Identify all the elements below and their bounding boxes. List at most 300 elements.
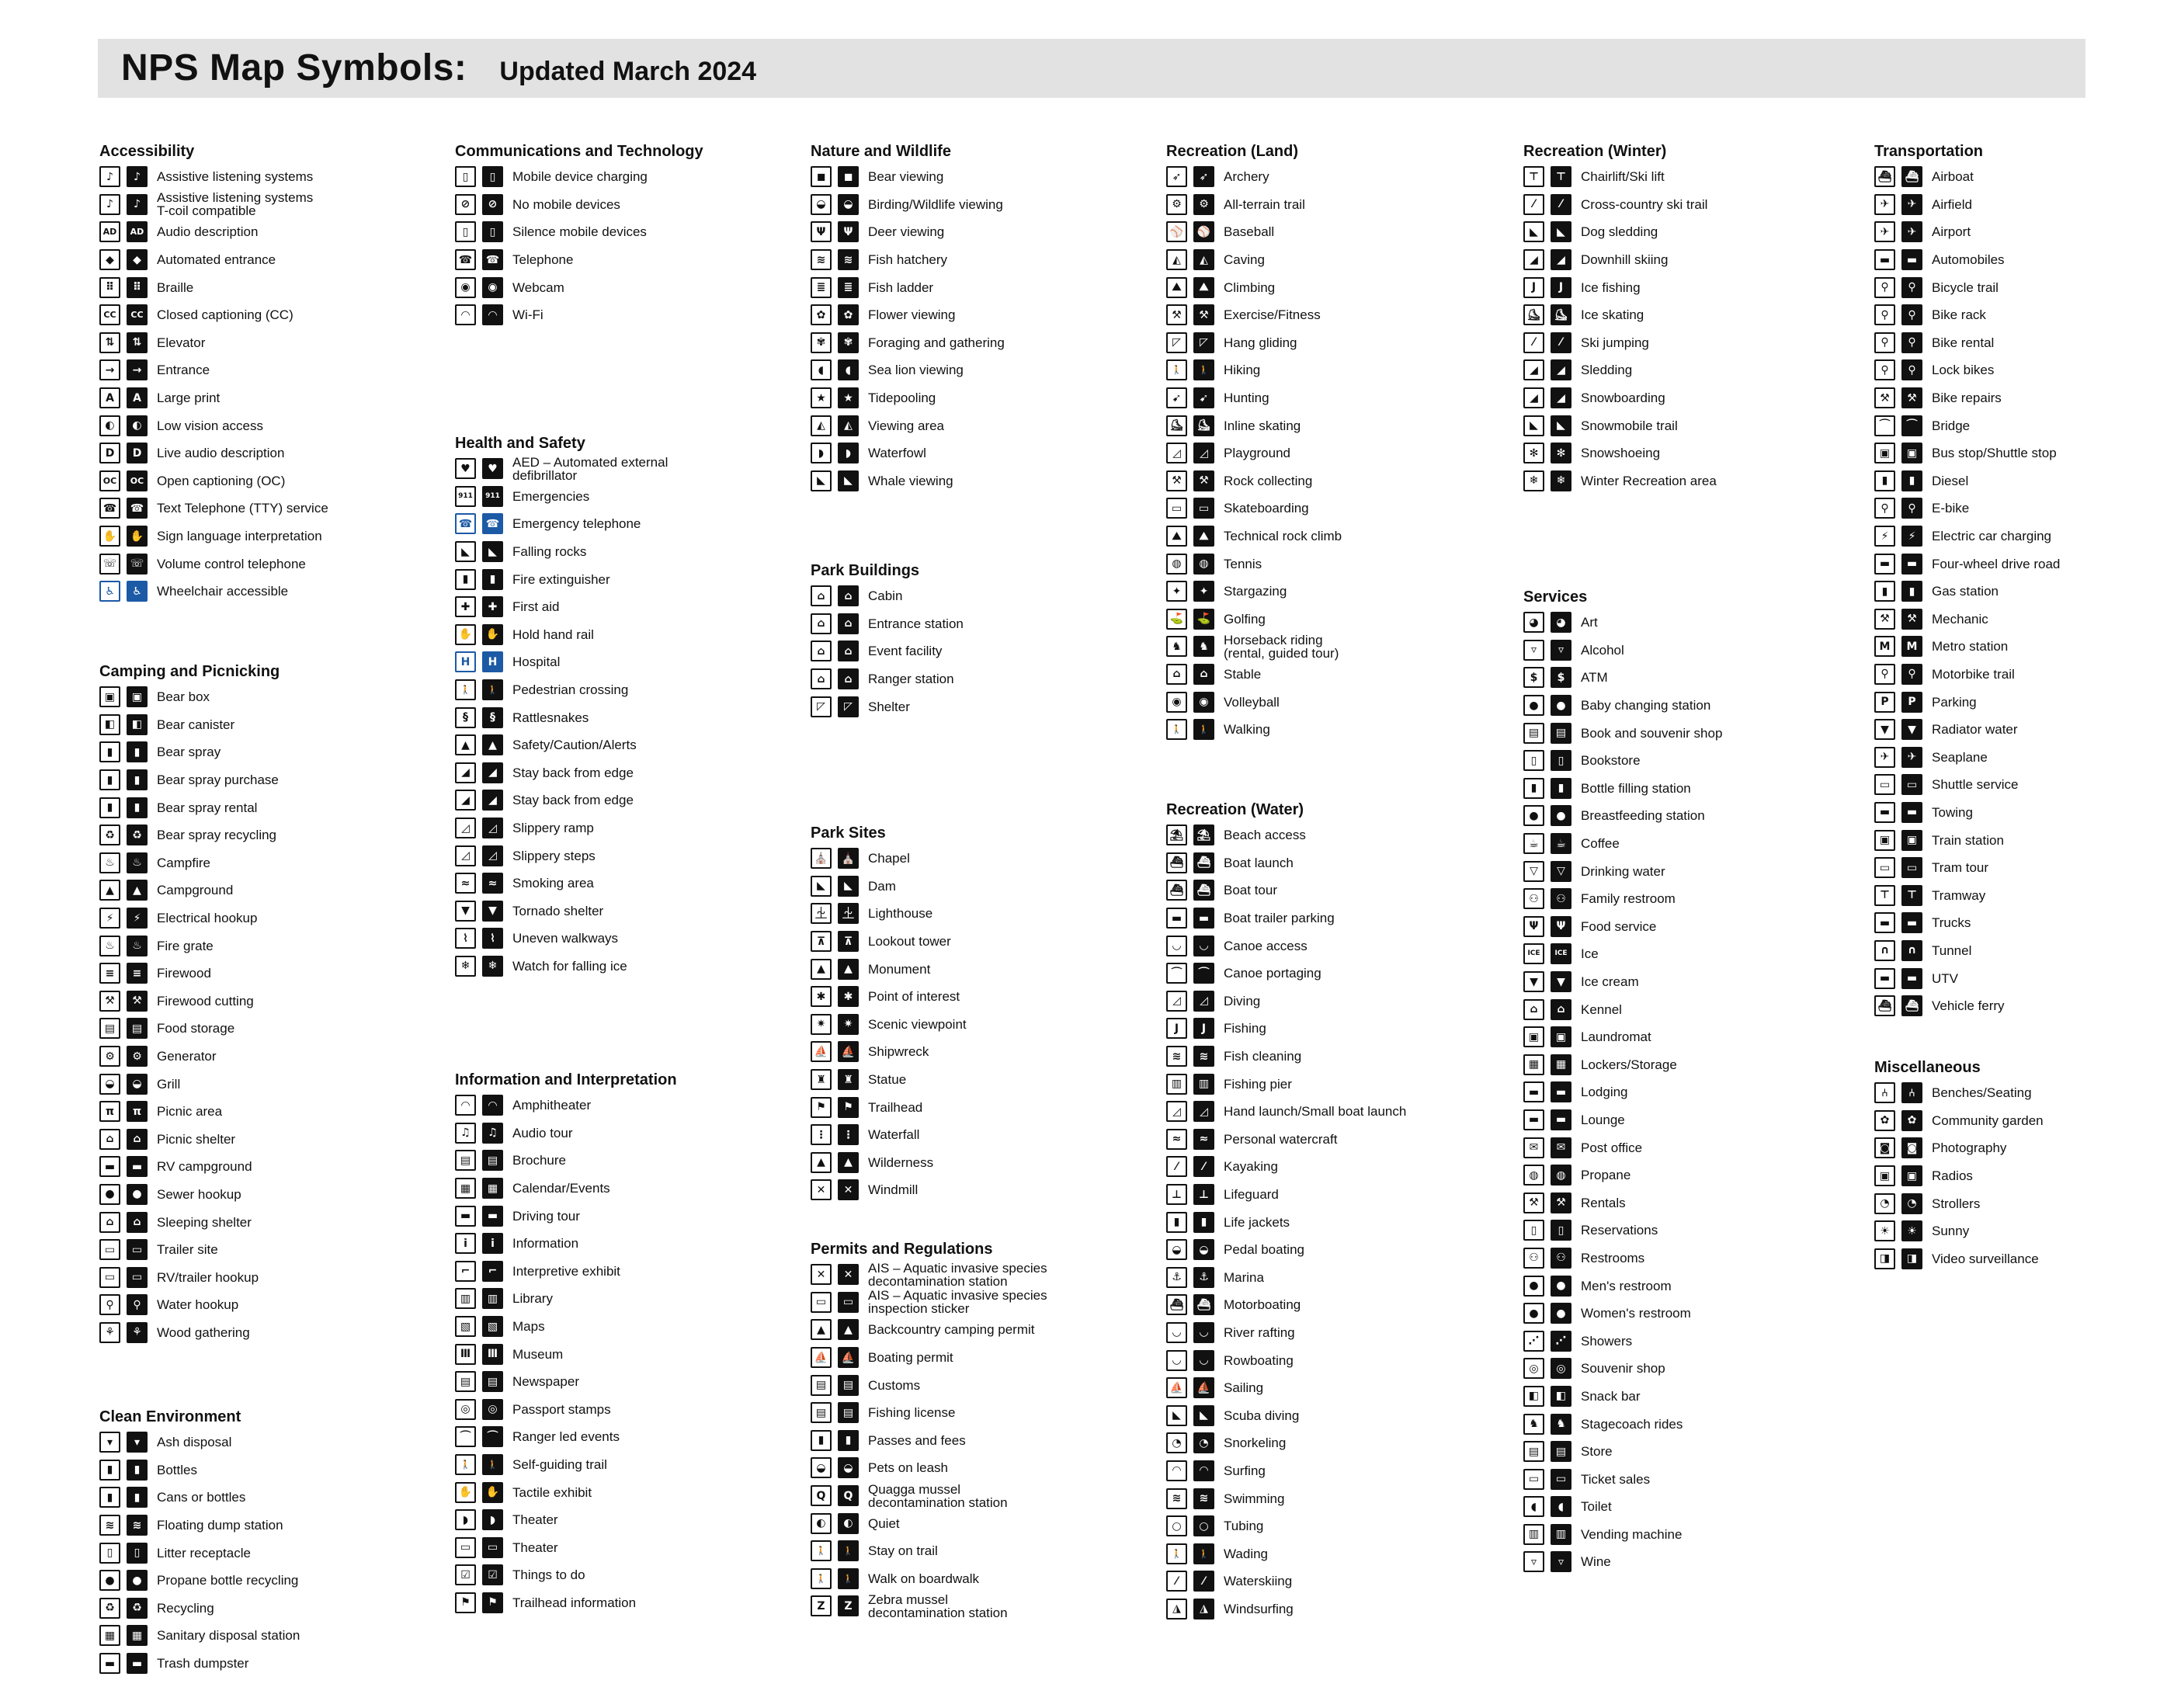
symbol-canoe-portaging-solid-icon: ⌒ (1193, 963, 1214, 984)
symbol-row (811, 845, 1152, 873)
symbol-label: Entrance station (868, 616, 964, 631)
symbol-store-solid-icon: ▤ (1551, 1441, 1571, 1462)
symbol-post-office-outline-icon: ✉ (1523, 1137, 1544, 1158)
symbol-uneven-walkways-outline-icon: ⌇ (455, 928, 476, 949)
symbol-row (811, 1011, 1152, 1039)
symbol-label: Campground (157, 883, 234, 898)
symbol-ice-fishing-solid-icon: J (1551, 277, 1571, 298)
symbol-row (455, 273, 797, 301)
symbol-row (811, 610, 1152, 638)
symbol-label: Theater (512, 1540, 558, 1555)
symbol-row (455, 538, 797, 566)
symbol-bear-spray-rental-solid-icon: ▮ (127, 797, 148, 818)
symbol-row (99, 1512, 441, 1540)
symbol-store-outline-icon: ▤ (1523, 1441, 1544, 1462)
symbol-restrooms-outline-icon: ⚇ (1523, 1248, 1544, 1269)
symbol-label: Archery (1224, 169, 1269, 185)
symbol-technical-rock-climb-solid-icon: ⛰ (1193, 526, 1214, 547)
symbol-baseball-outline-icon: ⚾ (1166, 221, 1187, 242)
symbol-electrical-hookup-solid-icon: ⚡ (127, 908, 148, 929)
symbol-foraging-and-gathering-solid-icon: ✾ (838, 332, 859, 353)
symbol-baby-changing-station-solid-icon: ● (1551, 695, 1571, 716)
symbol-label: Fishing (1224, 1021, 1266, 1036)
symbol-label: Information (512, 1236, 579, 1251)
symbol-row (99, 1539, 441, 1567)
symbol-slippery-steps-solid-icon: ◿ (482, 845, 503, 866)
symbol-ais-aquatic-invasive-species-decontamination-station-outline-icon: ✕ (811, 1264, 832, 1285)
symbol-row (1166, 1236, 1508, 1264)
symbol-firewood-cutting-solid-icon: ⚒ (127, 991, 148, 1012)
symbol-label: Women's restroom (1581, 1306, 1691, 1321)
symbol-label: Audio description (157, 224, 259, 240)
symbol-label: Tram tour (1932, 860, 1989, 876)
symbol-label: Bike rack (1932, 307, 1986, 323)
symbol-live-audio-description-solid-icon: D (127, 443, 148, 463)
symbol-label: Fishing license (868, 1405, 956, 1421)
symbol-row (811, 1427, 1152, 1455)
symbol-water-hookup-outline-icon: ⚲ (99, 1294, 120, 1315)
symbol-row (1166, 495, 1508, 522)
symbol-zebra-mussel-decontamination-station-outline-icon: Z (811, 1595, 832, 1616)
symbol-row (811, 1399, 1152, 1427)
section-title: Nature and Wildlife (811, 143, 951, 160)
symbol-row (1523, 913, 1865, 941)
symbol-inline-skating-outline-icon: ⛸ (1166, 415, 1187, 436)
symbol-row (455, 953, 797, 981)
symbol-slippery-steps-outline-icon: ◿ (455, 845, 476, 866)
symbol-smoking-area-outline-icon: ≈ (455, 873, 476, 894)
symbol-label: Driving tour (512, 1208, 580, 1224)
symbol-label: RV campground (157, 1159, 252, 1175)
symbol-label: Customs (868, 1377, 921, 1393)
symbol-row (1166, 606, 1508, 634)
symbol-bike-rental-outline-icon: ⚲ (1874, 332, 1895, 353)
symbol-stable-solid-icon: ⌂ (1193, 664, 1214, 685)
symbol-list (1523, 609, 1865, 1576)
symbol-assistive-listening-systems-solid-icon: ♪ (127, 166, 148, 187)
symbol-walk-on-boardwalk-outline-icon: 🚶 (811, 1568, 832, 1589)
symbol-boat-trailer-parking-solid-icon: ▬ (1193, 908, 1214, 929)
symbol-snowboarding-outline-icon: ◢ (1523, 387, 1544, 408)
symbol-label: Sailing (1224, 1380, 1264, 1396)
symbol-row (99, 1070, 441, 1098)
symbol-row (811, 191, 1152, 219)
symbol-label: Webcam (512, 279, 564, 295)
symbol-row (99, 904, 441, 932)
symbol-trailhead-information-solid-icon: ⚑ (482, 1592, 503, 1613)
symbol-propane-outline-icon: ◍ (1523, 1165, 1544, 1186)
symbol-motorbike-trail-outline-icon: ⚲ (1874, 664, 1895, 685)
symbol-label: Point of interest (868, 989, 960, 1005)
symbol-label: Scuba diving (1224, 1408, 1300, 1423)
symbol-label: Deer viewing (868, 224, 945, 240)
symbol-bus-stop-shuttle-stop-outline-icon: ▣ (1874, 443, 1895, 463)
symbol-hand-launch-small-boat-launch-outline-icon: ◿ (1166, 1101, 1187, 1122)
symbol-row (811, 467, 1152, 495)
symbol-label: Inline skating (1224, 418, 1301, 433)
symbol-bike-repairs-solid-icon: ⚒ (1901, 387, 1922, 408)
symbol-ticket-sales-solid-icon: ▭ (1551, 1469, 1571, 1490)
page-subtitle: Updated March 2024 (499, 57, 757, 86)
symbol-firewood-solid-icon: ≡ (127, 963, 148, 984)
symbol-entrance-station-solid-icon: ⌂ (838, 613, 859, 634)
symbol-horseback-riding-rental-guided-tour-outline-icon: ♞ (1166, 636, 1187, 657)
symbol-book-and-souvenir-shop-solid-icon: ▤ (1551, 723, 1571, 744)
symbol-label: First aid (512, 599, 560, 615)
symbol-tubing-outline-icon: ○ (1166, 1515, 1187, 1536)
symbol-audio-description-solid-icon: AD (127, 221, 148, 242)
symbol-label: Quiet (868, 1515, 900, 1531)
symbol-hold-hand-rail-outline-icon: ✋ (455, 624, 476, 645)
symbol-baby-changing-station-outline-icon: ● (1523, 695, 1544, 716)
symbol-label: Scenic viewpoint (868, 1016, 967, 1032)
symbol-row (1523, 664, 1865, 692)
symbol-row (1166, 1346, 1508, 1374)
symbol-row (455, 1258, 797, 1286)
symbol-silence-mobile-devices-outline-icon: ▯ (455, 221, 476, 242)
symbol-assistive-listening-systems-t-coil-compatible-solid-icon: ♪ (127, 194, 148, 215)
symbol-label: Motorbike trail (1932, 666, 2015, 682)
symbol-label: Tramway (1932, 887, 1986, 903)
symbol-label: Souvenir shop (1581, 1361, 1665, 1376)
symbol-row (455, 163, 797, 191)
symbol-rowboating-solid-icon: ◡ (1193, 1350, 1214, 1371)
symbol-label: Viewing area (868, 418, 944, 433)
symbol-label: Wheelchair accessible (157, 584, 289, 599)
symbol-snowmobile-trail-outline-icon: ◣ (1523, 415, 1544, 436)
symbol-row (1874, 909, 2174, 937)
symbol-row (1166, 301, 1508, 329)
symbol-label: Lounge (1581, 1112, 1625, 1127)
symbol-row (455, 786, 797, 814)
symbol-row (1166, 246, 1508, 274)
symbol-row (811, 1454, 1152, 1482)
symbol-motorboating-outline-icon: ⛴ (1166, 1294, 1187, 1315)
symbol-row (99, 1319, 441, 1347)
symbol-fish-cleaning-solid-icon: ≋ (1193, 1046, 1214, 1067)
symbol-flower-viewing-outline-icon: ✿ (811, 304, 832, 325)
symbol-ice-outline-icon: ICE (1523, 943, 1544, 964)
symbol-label: AED – Automated external defibrillator (512, 454, 669, 483)
symbol-boat-launch-outline-icon: ⛴ (1166, 852, 1187, 873)
symbol-firewood-cutting-outline-icon: ⚒ (99, 991, 120, 1012)
symbol-watch-for-falling-ice-solid-icon: ❄ (482, 956, 503, 977)
symbol-first-aid-outline-icon: ✚ (455, 596, 476, 617)
symbol-label: Picnic area (157, 1104, 223, 1120)
symbol-label: Safety/Caution/Alerts (512, 738, 637, 753)
symbol-audio-tour-solid-icon: ♫ (482, 1123, 503, 1144)
symbol-row (1523, 1327, 1865, 1355)
symbol-point-of-interest-outline-icon: ✱ (811, 986, 832, 1007)
symbol-list (811, 582, 1152, 720)
symbol-ski-jumping-outline-icon: ⁄ (1523, 332, 1544, 353)
symbol-baseball-solid-icon: ⚾ (1193, 221, 1214, 242)
symbol-emergency-telephone-outline-icon: ☎ (455, 513, 476, 534)
symbol-ice-fishing-outline-icon: J (1523, 277, 1544, 298)
symbol-row (99, 1484, 441, 1512)
symbol-row (1166, 1015, 1508, 1043)
symbol-whale-viewing-outline-icon: ◣ (811, 470, 832, 491)
symbol-breastfeeding-station-solid-icon: ● (1551, 805, 1571, 826)
symbol-scuba-diving-outline-icon: ◣ (1166, 1405, 1187, 1426)
symbol-row (1166, 356, 1508, 384)
symbol-row (811, 246, 1152, 274)
symbol-row (1166, 849, 1508, 877)
symbol-fish-hatchery-outline-icon: ≋ (811, 249, 832, 270)
symbol-fishing-solid-icon: J (1193, 1018, 1214, 1039)
symbol-row (811, 1565, 1152, 1593)
section-title: Communications and Technology (455, 143, 703, 160)
symbol-row (455, 455, 797, 483)
symbol-no-mobile-devices-outline-icon: ⊘ (455, 194, 476, 215)
symbol-row (1523, 439, 1865, 467)
symbol-label: Mechanic (1932, 611, 1988, 627)
symbol-ice-solid-icon: ICE (1551, 943, 1571, 964)
symbol-row (1874, 1134, 2174, 1162)
symbol-label: Airboat (1932, 169, 1974, 185)
symbol-row (1166, 163, 1508, 191)
symbol-self-guiding-trail-outline-icon: 🚶 (455, 1454, 476, 1475)
symbol-label: Newspaper (512, 1374, 579, 1390)
symbol-skateboarding-solid-icon: ▭ (1193, 498, 1214, 519)
symbol-label: Waterskiing (1224, 1574, 1293, 1589)
symbol-label: Interpretive exhibit (512, 1263, 620, 1279)
symbol-row (1523, 301, 1865, 329)
symbol-bear-spray-solid-icon: ▮ (127, 741, 148, 762)
symbol-label: Bear spray purchase (157, 772, 279, 788)
symbol-backcountry-camping-permit-outline-icon: ▲ (811, 1319, 832, 1340)
symbol-row (1523, 1300, 1865, 1328)
symbol-row (99, 273, 441, 301)
symbol-trash-dumpster-solid-icon: ▬ (127, 1653, 148, 1674)
symbol-dog-sledding-solid-icon: ◣ (1551, 221, 1571, 242)
symbol-row (1874, 163, 2174, 191)
symbol-row (455, 676, 797, 704)
symbol-video-surveillance-outline-icon: ◨ (1874, 1248, 1895, 1269)
symbol-label: Rowboating (1224, 1352, 1294, 1368)
symbol-fishing-outline-icon: J (1166, 1018, 1187, 1039)
symbol-playground-solid-icon: ◿ (1193, 443, 1214, 463)
symbol-canoe-access-solid-icon: ◡ (1193, 936, 1214, 956)
symbol-row (99, 1263, 441, 1291)
symbol-newspaper-solid-icon: ▤ (482, 1371, 503, 1392)
symbol-list (1166, 163, 1508, 743)
symbol-row (455, 648, 797, 676)
symbol-row (1523, 191, 1865, 219)
symbol-safety-caution-alerts-solid-icon: ▲ (482, 734, 503, 755)
symbol-dog-sledding-outline-icon: ◣ (1523, 221, 1544, 242)
symbol-label: Exercise/Fitness (1224, 307, 1321, 323)
symbol-label: Fishing pier (1224, 1076, 1292, 1092)
symbol-open-captioning-oc-solid-icon: OC (127, 470, 148, 491)
symbol-tunnel-outline-icon: ∩ (1874, 940, 1895, 961)
symbol-label: Lodging (1581, 1085, 1628, 1100)
symbol-label: Surfing (1224, 1463, 1266, 1478)
symbol-row (1874, 799, 2174, 827)
symbol-kennel-outline-icon: ⌂ (1523, 999, 1544, 1020)
symbol-metro-station-solid-icon: M (1901, 636, 1922, 657)
symbol-webcam-solid-icon: ◉ (482, 277, 503, 298)
symbol-food-service-solid-icon: Ψ (1551, 916, 1571, 937)
symbol-row (811, 928, 1152, 956)
symbol-row (1523, 218, 1865, 246)
symbol-row (1166, 467, 1508, 495)
symbol-rv-campground-solid-icon: ▬ (127, 1156, 148, 1177)
symbol-radios-outline-icon: ▣ (1874, 1165, 1895, 1186)
symbol-caving-outline-icon: ◭ (1166, 249, 1187, 270)
symbol-toilet-outline-icon: ◖ (1523, 1496, 1544, 1517)
symbol-row (811, 163, 1152, 191)
symbol-sleeping-shelter-outline-icon: ⌂ (99, 1212, 120, 1233)
section-title: Camping and Picnicking (99, 663, 280, 680)
symbol-maps-solid-icon: ▧ (482, 1316, 503, 1337)
symbol-row (811, 218, 1152, 246)
symbol-diving-outline-icon: ◿ (1166, 991, 1187, 1012)
symbol-label: Four-wheel drive road (1932, 556, 2061, 571)
symbol-label: Cans or bottles (157, 1490, 246, 1505)
symbol-diesel-outline-icon: ▮ (1874, 470, 1895, 491)
symbol-label: Volume control telephone (157, 556, 306, 571)
symbol-stagecoach-rides-outline-icon: ♞ (1523, 1414, 1544, 1435)
symbol-label: Store (1581, 1444, 1613, 1460)
symbol-smoking-area-solid-icon: ≈ (482, 873, 503, 894)
symbol-point-of-interest-solid-icon: ✱ (838, 986, 859, 1007)
symbol-label: Volleyball (1224, 694, 1280, 710)
symbol-label: Shuttle service (1932, 777, 2019, 793)
symbol-vending-machine-solid-icon: ▥ (1551, 1524, 1571, 1545)
symbol-lounge-outline-icon: ▬ (1523, 1109, 1544, 1130)
symbol-bear-spray-purchase-outline-icon: ▮ (99, 769, 120, 790)
symbol-monument-outline-icon: ▲ (811, 959, 832, 980)
symbol-label: Grill (157, 1076, 181, 1092)
symbol-row (1166, 1567, 1508, 1595)
symbol-row (1523, 995, 1865, 1023)
symbol-row (811, 1261, 1152, 1289)
symbol-towing-outline-icon: ▬ (1874, 802, 1895, 823)
symbol-sewer-hookup-solid-icon: ● (127, 1184, 148, 1205)
symbol-row (99, 1291, 441, 1319)
symbol-viewing-area-outline-icon: ◭ (811, 415, 832, 436)
symbol-label: Campfire (157, 855, 210, 870)
symbol-live-audio-description-outline-icon: D (99, 443, 120, 463)
symbol-row (99, 1098, 441, 1126)
symbol-recycling-outline-icon: ♻ (99, 1598, 120, 1619)
symbol-customs-solid-icon: ▤ (838, 1375, 859, 1396)
symbol-sign-language-interpretation-solid-icon: ✋ (127, 526, 148, 547)
symbol-row (1523, 163, 1865, 191)
symbol-label: Stay on trail (868, 1543, 938, 1559)
symbol-volume-control-telephone-solid-icon: ☏ (127, 554, 148, 575)
symbol-silence-mobile-devices-solid-icon: ▯ (482, 221, 503, 242)
symbol-row (1874, 854, 2174, 882)
section-title: Transportation (1874, 143, 1984, 160)
symbol-label: Hospital (512, 654, 561, 670)
symbol-label: Airport (1932, 224, 1971, 240)
symbol-row (811, 384, 1152, 412)
symbol-row (811, 1344, 1152, 1372)
symbol-row (811, 1289, 1152, 1317)
symbol-snack-bar-outline-icon: ◧ (1523, 1386, 1544, 1407)
symbol-telephone-outline-icon: ☎ (455, 249, 476, 270)
symbol-row (1523, 719, 1865, 747)
symbol-label: Diesel (1932, 473, 1969, 488)
symbol-row (1874, 439, 2174, 467)
symbol-cabin-solid-icon: ⌂ (838, 585, 859, 606)
symbol-campground-outline-icon: ▲ (99, 880, 120, 901)
symbol-chairlift-ski-lift-solid-icon: ⊤ (1551, 166, 1571, 187)
symbol-automated-entrance-outline-icon: ◆ (99, 249, 120, 270)
symbol-elevator-outline-icon: ⇅ (99, 332, 120, 353)
symbol-drinking-water-outline-icon: ▽ (1523, 861, 1544, 882)
symbol-row (1166, 1098, 1508, 1126)
symbol-exercise-fitness-solid-icon: ⚒ (1193, 304, 1214, 325)
symbol-row (1166, 578, 1508, 606)
symbol-label: Photography (1932, 1140, 2007, 1156)
symbol-label: Stay back from edge (512, 793, 634, 808)
symbol-video-surveillance-solid-icon: ◨ (1901, 1248, 1922, 1269)
symbol-litter-receptacle-solid-icon: ▯ (127, 1543, 148, 1564)
symbol-row (1166, 1291, 1508, 1319)
symbol-hang-gliding-solid-icon: ◸ (1193, 332, 1214, 353)
symbol-drinking-water-solid-icon: ▽ (1551, 861, 1571, 882)
symbol-label: Wi-Fi (512, 307, 544, 323)
symbol-bear-spray-recycling-outline-icon: ♻ (99, 824, 120, 845)
symbol-tennis-outline-icon: ◍ (1166, 554, 1187, 575)
symbol-snack-bar-solid-icon: ◧ (1551, 1386, 1571, 1407)
section-title: Services (1523, 588, 1588, 606)
symbol-row (99, 877, 441, 904)
symbol-label: Horseback riding (rental, guided tour) (1224, 632, 1339, 661)
symbol-waterfowl-solid-icon: ◗ (838, 443, 859, 463)
symbol-stargazing-outline-icon: ✦ (1166, 581, 1187, 602)
symbol-label: Watch for falling ice (512, 958, 627, 974)
symbol-lookout-tower-outline-icon: ⊼ (811, 931, 832, 952)
symbol-post-office-solid-icon: ✉ (1551, 1137, 1571, 1158)
symbol-train-station-outline-icon: ▣ (1874, 830, 1895, 851)
symbol-tactile-exhibit-solid-icon: ✋ (482, 1482, 503, 1503)
symbol-label: Hold hand rail (512, 627, 594, 642)
symbol-label: Rock collecting (1224, 473, 1313, 488)
symbol-pedestrian-crossing-outline-icon: 🚶 (455, 679, 476, 700)
symbol-label: Lifeguard (1224, 1187, 1279, 1203)
section-title: Park Buildings (811, 562, 920, 579)
symbol-river-rafting-solid-icon: ◡ (1193, 1322, 1214, 1343)
symbol-label: Tidepooling (868, 391, 936, 406)
symbol-marina-solid-icon: ⚓ (1193, 1267, 1214, 1288)
symbol-label: Bear box (157, 689, 210, 705)
symbol-label: Assistive listening systems (157, 169, 314, 185)
symbol-label: Bicycle trail (1932, 279, 1999, 295)
symbol-automobiles-outline-icon: ▬ (1874, 249, 1895, 270)
symbol-downhill-skiing-solid-icon: ◢ (1551, 249, 1571, 270)
symbol-emergencies-outline-icon: 911 (455, 486, 476, 507)
symbol-row (1523, 968, 1865, 996)
symbol-row (1523, 1465, 1865, 1493)
symbol-row (1523, 747, 1865, 775)
symbol-bottle-filling-station-outline-icon: ▮ (1523, 778, 1544, 799)
symbol-whale-viewing-solid-icon: ◣ (838, 470, 859, 491)
symbol-motorboating-solid-icon: ⛴ (1193, 1294, 1214, 1315)
symbol-archery-solid-icon: ➶ (1193, 166, 1214, 187)
symbol-row (1874, 633, 2174, 661)
symbol-label: Firewood (157, 966, 211, 981)
symbol-rattlesnakes-solid-icon: § (482, 707, 503, 728)
symbol-label: Bottle filling station (1581, 780, 1691, 796)
symbol-life-jackets-outline-icon: ▮ (1166, 1212, 1187, 1233)
symbol-snorkeling-solid-icon: ◔ (1193, 1432, 1214, 1453)
symbol-label: Vending machine (1581, 1526, 1683, 1542)
symbol-row (1166, 877, 1508, 904)
